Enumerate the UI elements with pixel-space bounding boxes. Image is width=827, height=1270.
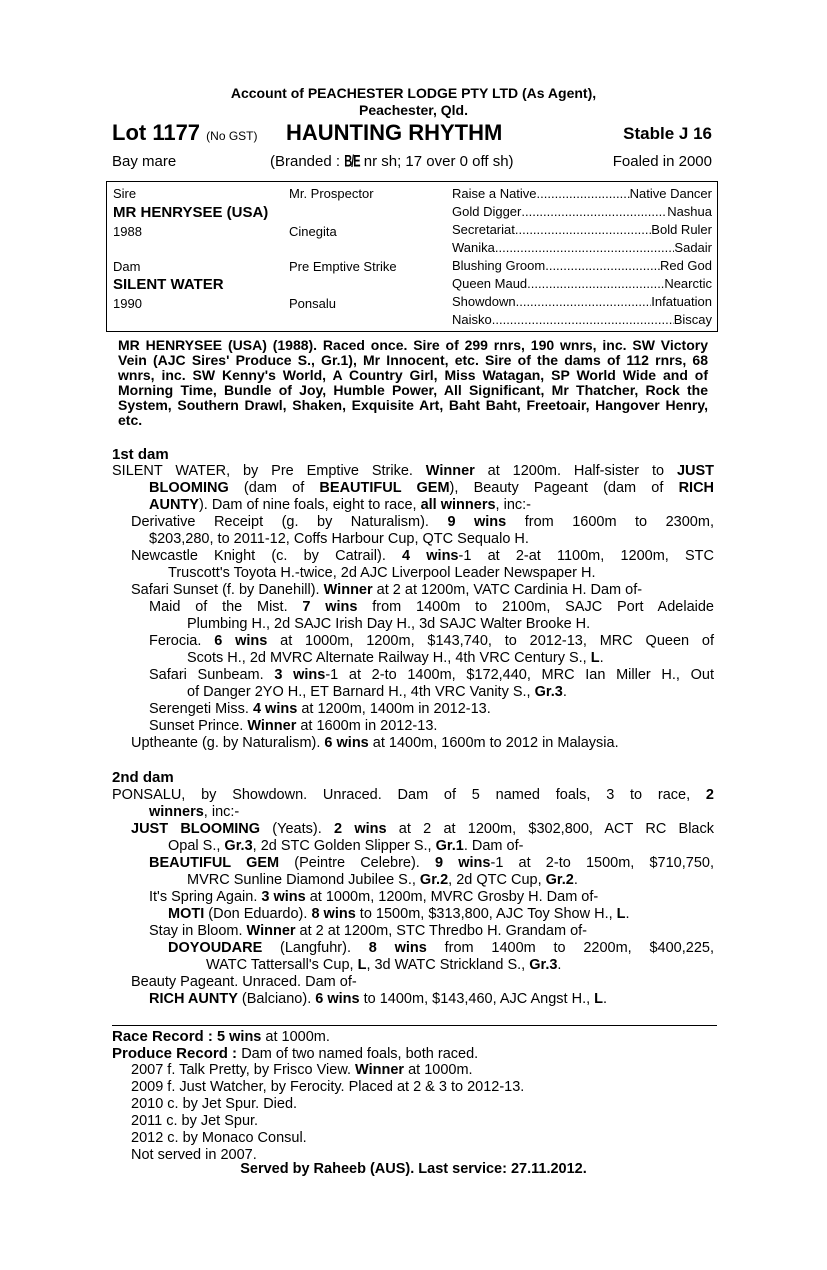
bold-text: Winner bbox=[323, 582, 373, 598]
text-line bbox=[187, 684, 567, 700]
pedigree-gen3-row bbox=[452, 186, 712, 201]
sire-year: 1988 bbox=[113, 224, 142, 239]
text-segment: , 2d STC Golden Slipper S., bbox=[252, 838, 436, 854]
bold-text: L bbox=[357, 957, 367, 973]
pedigree-gen3-row bbox=[452, 312, 712, 327]
text-line bbox=[112, 787, 714, 803]
vendor-line-2: Peachester, Qld. bbox=[359, 102, 468, 118]
sire-name: MR HENRYSEE (USA) bbox=[113, 204, 269, 221]
text-segment: Truscott's Toyota H.-twice, 2d AJC Liverpool Leader Newspaper H. bbox=[168, 565, 596, 581]
bold-text: Gr.3 bbox=[529, 957, 558, 973]
bold-text: 8 wins bbox=[368, 940, 427, 956]
bold-text: Winner bbox=[425, 463, 475, 479]
text-segment: Safari Sunbeam. bbox=[149, 667, 275, 683]
text-segment: Serengeti Miss. bbox=[149, 701, 253, 717]
text-line bbox=[149, 804, 239, 820]
bold-text: BLOOMING bbox=[149, 480, 229, 496]
text-line bbox=[149, 855, 714, 871]
text-segment: from 1400m to 2100m, SAJC Port Adelaide bbox=[357, 599, 714, 615]
pedigree-gen3-sire: Gold Digger bbox=[452, 204, 522, 219]
text-line bbox=[168, 838, 523, 854]
pedigree-gen3-dam: Infatuation bbox=[651, 294, 712, 309]
text-segment: . bbox=[625, 906, 630, 922]
text-segment: , 3d WATC Strickland S., bbox=[366, 957, 530, 973]
pedigree-gen3-dam: Red God bbox=[659, 258, 712, 273]
text-segment: at 1000m. bbox=[404, 1062, 473, 1078]
pedigree-gen3-sire: Raise a Native bbox=[452, 186, 537, 201]
second-dam-title: 2nd dam bbox=[112, 769, 174, 786]
pedigree-gen3-sire: Blushing Groom bbox=[452, 258, 546, 273]
text-segment: at 2 at 1200m, STC Thredbo H. Grandam of- bbox=[295, 923, 588, 939]
bold-text: 7 wins bbox=[302, 599, 358, 615]
leader-dots bbox=[537, 186, 630, 201]
text-segment: Not served in 2007. bbox=[131, 1147, 257, 1163]
text-segment: WATC Tattersall's Cup, bbox=[206, 957, 358, 973]
text-segment: Ferocia. bbox=[149, 633, 215, 649]
bold-text: Gr.3 bbox=[534, 684, 563, 700]
text-line bbox=[187, 616, 590, 632]
pedigree-gen3-row bbox=[452, 258, 712, 273]
text-segment: 2012 c. by Monaco Consul. bbox=[131, 1130, 307, 1146]
lot-number: Lot 1177 (No GST) bbox=[112, 120, 258, 145]
bold-text: Race Record : bbox=[112, 1028, 218, 1045]
text-segment: (Langfuhr). bbox=[262, 940, 369, 956]
text-segment: at 2 at 1200m, VATC Cardinia H. Dam of- bbox=[372, 582, 643, 598]
dam-year: 1990 bbox=[113, 296, 142, 311]
pedigree-gen3-sire: Showdown bbox=[452, 294, 516, 309]
leader-dots bbox=[545, 258, 660, 273]
text-line bbox=[149, 599, 714, 615]
text-segment: Maid of the Mist. bbox=[149, 599, 303, 615]
bold-text: DOYOUDARE bbox=[168, 940, 263, 956]
bold-text: 2 bbox=[705, 787, 714, 803]
leader-dots bbox=[515, 222, 651, 237]
dam-sire: Pre Emptive Strike bbox=[289, 259, 397, 274]
text-segment: (Peintre Celebre). bbox=[279, 855, 436, 871]
pedigree-gen3-sire: Wanika bbox=[452, 240, 495, 255]
text-segment: at 1000m, 1200m, MVRC Grosby H. Dam of- bbox=[305, 889, 599, 905]
text-segment: SILENT WATER, by Pre Emptive Strike. bbox=[112, 463, 426, 479]
bold-text: BEAUTIFUL GEM bbox=[149, 855, 280, 871]
text-line bbox=[131, 735, 619, 751]
pedigree-gen3-row bbox=[452, 294, 712, 309]
text-segment: of Danger 2YO H., ET Barnard H., 4th VRC Vanity S., bbox=[187, 684, 535, 700]
text-segment: 2007 f. Talk Pretty, by Frisco View. bbox=[131, 1062, 356, 1078]
bold-text: MOTI bbox=[168, 906, 205, 922]
bold-text: 4 wins bbox=[252, 701, 298, 717]
text-segment: at 1400m, 1600m to 2012 in Malaysia. bbox=[368, 735, 619, 751]
bold-text: 8 wins bbox=[311, 906, 356, 922]
text-segment: Newcastle Knight (c. by Catrail). bbox=[131, 548, 403, 564]
bold-text: all winners bbox=[420, 497, 496, 513]
text-segment: , inc:- bbox=[203, 804, 240, 820]
bold-text: Gr.2 bbox=[419, 872, 449, 888]
leader-dots bbox=[492, 312, 674, 327]
text-segment: MVRC Sunline Diamond Jubilee S., bbox=[187, 872, 420, 888]
text-segment: at 1000m. bbox=[261, 1029, 330, 1045]
vendor-line-1: Account of PEACHESTER LODGE PTY LTD (As Agent), bbox=[230, 85, 597, 101]
text-segment: at 1200m. Half-sister to bbox=[474, 463, 677, 479]
gst-note: (No GST) bbox=[206, 129, 258, 143]
text-line bbox=[149, 633, 714, 649]
bold-text: 4 wins bbox=[402, 548, 459, 564]
text-segment: 2010 c. by Jet Spur. Died. bbox=[131, 1096, 298, 1112]
text-segment: , inc:- bbox=[495, 497, 531, 513]
bold-text: Gr.1 bbox=[435, 838, 464, 854]
text-segment: ). Dam of nine foals, eight to race, bbox=[198, 497, 421, 513]
text-segment: from 1400m to 2200m, $400,225, bbox=[426, 940, 714, 956]
bold-text: AUNTY bbox=[149, 497, 199, 513]
text-line bbox=[131, 1113, 258, 1129]
text-line bbox=[112, 463, 714, 479]
text-line bbox=[131, 1130, 307, 1146]
text-line bbox=[131, 514, 714, 530]
bold-text: 5 wins bbox=[217, 1029, 262, 1045]
text-line bbox=[149, 718, 437, 734]
text-segment: Uptheante (g. by Naturalism). bbox=[131, 735, 325, 751]
text-line bbox=[131, 974, 357, 990]
text-segment: -1 at 2-to 1500m, $710,750, bbox=[490, 855, 714, 871]
text-segment: 2009 f. Just Watcher, by Ferocity. Placed at 2 & 3 to 2012-13. bbox=[131, 1079, 525, 1095]
pedigree-gen3-row bbox=[452, 204, 712, 219]
text-segment: from 1600m to 2300m, bbox=[506, 514, 714, 530]
bold-text: Winner bbox=[246, 923, 296, 939]
bold-text: 6 wins bbox=[315, 991, 360, 1007]
stable-location: Stable J 16 bbox=[623, 124, 712, 143]
text-segment: Safari Sunset (f. by Danehill). bbox=[131, 582, 324, 598]
text-segment: at 1600m in 2012-13. bbox=[296, 718, 438, 734]
pedigree-gen3-dam: Sadair bbox=[674, 240, 712, 255]
text-segment: at 2 at 1200m, $302,800, ACT RC Black bbox=[386, 821, 714, 837]
bold-text: JUST BLOOMING bbox=[131, 821, 261, 837]
pedigree-gen3-sire: Secretariat bbox=[452, 222, 515, 237]
bold-text: RICH bbox=[678, 480, 715, 496]
sire-dam: Cinegita bbox=[289, 224, 337, 239]
text-line bbox=[206, 957, 561, 973]
brand-mark-icon: B/E bbox=[344, 153, 360, 172]
bold-text: Gr.3 bbox=[224, 838, 253, 854]
text-line bbox=[131, 548, 714, 564]
text-segment: . Dam of- bbox=[463, 838, 524, 854]
text-segment: Opal S., bbox=[168, 838, 225, 854]
text-line bbox=[149, 531, 529, 547]
bold-text: JUST bbox=[676, 463, 715, 479]
bold-text: Winner bbox=[355, 1062, 405, 1078]
text-line bbox=[131, 582, 642, 598]
text-line bbox=[149, 667, 714, 683]
text-segment: to 1400m, $143,460, AJC Angst H., bbox=[359, 991, 595, 1007]
text-segment: at 1200m, 1400m in 2012-13. bbox=[297, 701, 491, 717]
pedigree-gen3-dam: Bold Ruler bbox=[651, 222, 712, 237]
pedigree-gen3-dam: Nashua bbox=[667, 204, 712, 219]
text-line bbox=[149, 701, 491, 717]
text-line bbox=[131, 1096, 297, 1112]
bold-text: L bbox=[590, 650, 600, 666]
text-line bbox=[187, 650, 604, 666]
bold-text: 3 wins bbox=[274, 667, 326, 683]
vendor-account bbox=[0, 85, 827, 119]
text-line bbox=[112, 1028, 330, 1045]
text-segment: 2011 c. by Jet Spur. bbox=[131, 1113, 259, 1129]
text-segment: Sunset Prince. bbox=[149, 718, 248, 734]
text-line bbox=[149, 991, 607, 1007]
text-segment: Plumbing H., 2d SAJC Irish Day H., 3d SAJC Walter Brooke H. bbox=[187, 616, 591, 632]
pedigree-gen3-row bbox=[452, 240, 712, 255]
text-segment: (dam of bbox=[228, 480, 320, 496]
sire-sire: Mr. Prospector bbox=[289, 186, 374, 201]
text-segment: ), Beauty Pageant (dam of bbox=[449, 480, 679, 496]
dam-label: Dam bbox=[113, 259, 141, 274]
bold-text: Produce Record : bbox=[112, 1045, 242, 1062]
bold-text: 3 wins bbox=[261, 889, 306, 905]
bold-text: 2 wins bbox=[334, 821, 387, 837]
leader-dots bbox=[527, 276, 664, 291]
text-segment: Dam of two named foals, both raced. bbox=[241, 1046, 479, 1062]
leader-dots bbox=[495, 240, 675, 255]
sire-summary: MR HENRYSEE (USA) (1988). Raced once. Sire of 299 rnrs, 190 wnrs, inc. SW Victory Vein (AJC Sires' Produce S., Gr.1), Mr Innocent, etc. Sire of the dams of 112 rnrs, 68 wnrs, inc. SW Kenny's World, A Country Girl, Miss Watagan, SP World Wide and of Morning Time, Bundle of Joy, Humble Power, All Significant, Mr Thatcher, Rock the System, Southern Drawl, Shaken, Exquisite Art, Baht Baht, Freetoair, Hangover Henry, etc. bbox=[118, 337, 708, 428]
first-dam-title: 1st dam bbox=[112, 446, 169, 463]
text-line bbox=[149, 480, 714, 496]
text-segment: to 1500m, $313,800, AJC Toy Show H., bbox=[355, 906, 617, 922]
leader-dots bbox=[516, 294, 652, 309]
text-line bbox=[112, 1045, 478, 1062]
text-line bbox=[168, 940, 714, 956]
text-line bbox=[149, 497, 531, 513]
leader-dots bbox=[521, 204, 667, 219]
text-segment: -1 at 2-to 1400m, $172,440, MRC Ian Miller H., Out bbox=[325, 667, 714, 683]
text-line bbox=[187, 872, 578, 888]
text-segment: It's Spring Again. bbox=[149, 889, 262, 905]
dam-name: SILENT WATER bbox=[113, 276, 224, 293]
bold-text: 6 wins bbox=[324, 735, 369, 751]
pedigree-gen3-dam: Biscay bbox=[673, 312, 712, 327]
text-segment: . bbox=[603, 991, 608, 1007]
horse-name: HAUNTING RHYTHM bbox=[286, 120, 503, 145]
text-segment: (Don Eduardo). bbox=[204, 906, 312, 922]
text-segment: (Balciano). bbox=[237, 991, 316, 1007]
sire-label: Sire bbox=[113, 186, 137, 201]
bold-text: 9 wins bbox=[447, 514, 507, 530]
text-line bbox=[149, 889, 598, 905]
pedigree-gen3-dam: Nearctic bbox=[664, 276, 712, 291]
pedigree-gen3-row bbox=[452, 276, 712, 291]
pedigree-gen3-dam: Native Dancer bbox=[629, 186, 712, 201]
text-segment: (Yeats). bbox=[260, 821, 334, 837]
pedigree-gen3-sire: Naisko bbox=[452, 312, 492, 327]
lot-title-line bbox=[112, 120, 712, 148]
brand-info: (Branded : B/E nr sh; 17 over 0 off sh) bbox=[270, 153, 514, 172]
text-line bbox=[131, 1079, 524, 1095]
pedigree-gen3-row bbox=[452, 222, 712, 237]
text-segment: PONSALU, by Showdown. Unraced. Dam of 5 named foals, 3 to race, bbox=[112, 787, 706, 803]
bold-text: L bbox=[594, 991, 604, 1007]
bold-text: L bbox=[616, 906, 626, 922]
text-segment: Beauty Pageant. Unraced. Dam of- bbox=[131, 974, 357, 990]
bold-text: 6 wins bbox=[214, 633, 268, 649]
foaled-year: Foaled in 2000 bbox=[612, 153, 712, 170]
horse-sex: Bay mare bbox=[112, 153, 177, 170]
service-note: Served by Raheeb (AUS). Last service: 27.11.2012. bbox=[240, 1161, 587, 1177]
text-segment: . bbox=[562, 684, 567, 700]
bold-text: RICH AUNTY bbox=[149, 991, 238, 1007]
bold-text: Gr.2 bbox=[545, 872, 574, 888]
bold-text: 9 wins bbox=[435, 855, 491, 871]
text-segment: Stay in Bloom. bbox=[149, 923, 247, 939]
text-segment: at 1000m, 1200m, $143,740, to 2012-13, MRC Queen of bbox=[267, 633, 714, 649]
text-segment: . bbox=[557, 957, 562, 973]
bold-text: Winner bbox=[247, 718, 297, 734]
text-segment: -1 at 2-at 1100m, 1200m, STC bbox=[458, 548, 714, 564]
text-segment: . bbox=[599, 650, 604, 666]
text-segment: . bbox=[573, 872, 578, 888]
dam-dam: Ponsalu bbox=[289, 296, 336, 311]
text-segment: , 2d QTC Cup, bbox=[448, 872, 546, 888]
section-divider bbox=[112, 1025, 717, 1026]
text-line bbox=[149, 923, 587, 939]
pedigree-gen3-sire: Queen Maud bbox=[452, 276, 528, 291]
bold-text: BEAUTIFUL GEM bbox=[319, 480, 450, 496]
text-line bbox=[131, 821, 714, 837]
text-line bbox=[168, 906, 630, 922]
bold-text: winners bbox=[149, 804, 204, 820]
text-line bbox=[131, 1062, 473, 1078]
text-segment: Derivative Receipt (g. by Naturalism). bbox=[131, 514, 448, 530]
text-line bbox=[168, 565, 596, 581]
text-segment: Scots H., 2d MVRC Alternate Railway H., 4th VRC Century S., bbox=[187, 650, 591, 666]
pedigree-table bbox=[106, 181, 718, 332]
text-segment: $203,280, to 2011-12, Coffs Harbour Cup, QTC Sequalo H. bbox=[149, 531, 529, 547]
